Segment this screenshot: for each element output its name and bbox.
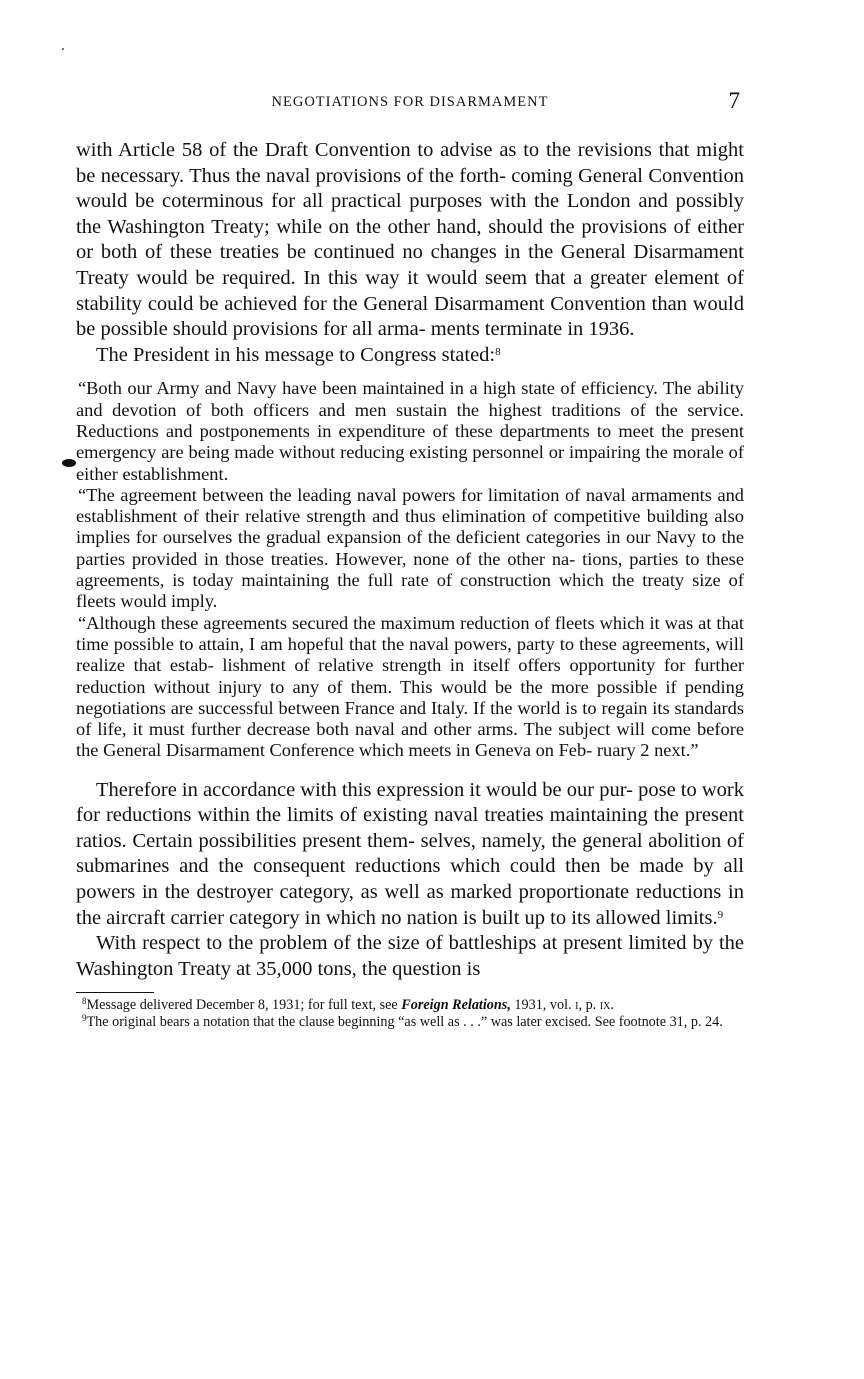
block-quote <box>76 378 744 761</box>
paragraph-president-intro <box>76 343 744 369</box>
footnote-8-text-c: , p. <box>578 997 600 1014</box>
running-head: NEGOTIATIONS FOR DISARMAMENT <box>271 94 549 110</box>
quote-paragraph-2: “The agreement between the leading naval powers for limitation of naval armaments and establishment of their relative strength and thus elimination of competitive building also implies for ourselves the gradual expansion of the deficient categories in our Navy to the parties provided in those treaties. However, none of the other na- tions, parties to these agreements, is today maintaining the full rate of construction which the treaty size of fleets would imply. <box>76 484 744 612</box>
footnote-8-vol: i <box>575 997 579 1014</box>
quote-paragraph-1: “Both our Army and Navy have been maintained in a high state of efficiency. The ability and devotion of both officers and men sustain the highest traditions of the service. Reductions and postponements in expenditure of these departments to meet the present emergency are being made without reducing existing personnel or impairing the morale of either establishment. <box>76 378 744 484</box>
footnote-8-page: ix <box>599 997 611 1014</box>
therefore-text: Therefore in accordance with this expression it would be our pur- pose to work for reductions within the limits of existing naval treaties maintaining the present ratios. Certain possibilities present them- selves, namely, the general abolition of submarines and the consequent reductions which could then be made by all powers in the destroyer category, as well as marked proportionate reductions in the aircraft carrier category in which no nation is built up to its allowed limits. <box>76 778 744 929</box>
footnote-ref-9: 9 <box>717 908 724 921</box>
footnote-8-text-b: 1931, vol. <box>510 997 576 1014</box>
footnote-8-title: Foreign Relations, <box>401 997 511 1014</box>
main-text-top <box>76 138 744 368</box>
intro-text: The President in his message to Congress stated: <box>96 343 496 366</box>
scan-speck <box>62 48 64 50</box>
paragraph-therefore <box>76 778 744 932</box>
paragraph-battleships: With respect to the problem of the size of battleships at present limited by the Washington Treaty at 35,000 tons, the question is <box>76 932 744 980</box>
footnotes <box>76 997 744 1030</box>
footnote-9-marker: 9 <box>82 1012 87 1023</box>
quote-paragraph-3: “Although these agreements secured the maximum reduction of fleets which it was at that time possible to attain, I am hopeful that the naval powers, party to these agreements, will realize that estab- lishment of relative strength in itself offers opportunity for further reduction without injury to any of them. This would be the more possible if pending negotiations are successful between France and Italy. If the world is to regain its standards of life, it must further decrease both naval and other arms. The subject will come before the General Disarmament Conference which meets in Geneva on Feb- ruary 2 next.” <box>76 612 744 761</box>
margin-ink-mark <box>62 459 76 467</box>
footnote-rule <box>76 992 154 993</box>
footnote-9 <box>76 1014 744 1031</box>
paragraph-continuation: with Article 58 of the Draft Convention to advise as to the revisions that might be necessary. Thus the naval provisions of the forth- coming General Convention would be coterminous for all practical purposes with the London and possibly the Washington Treaty; while on the other hand, should the provisions of either or both of these treaties be continued no changes in the General Disarmament Treaty would be required. In this way it would seem that a greater element of stability could be achieved for the General Disarmament Convention than would be possible should provisions for all arma- ments terminate in 1936. <box>76 139 744 341</box>
footnote-8 <box>76 997 744 1014</box>
footnote-8-text-a: Message delivered December 8, 1931; for full text, see <box>86 997 402 1014</box>
page-header <box>76 88 744 118</box>
footnote-ref-8: 8 <box>495 345 501 358</box>
main-text-bottom <box>76 778 744 983</box>
footnote-9-text: The original bears a notation that the clause beginning “as well as . . .” was later excised. See footnote 31, p. 24. <box>86 1013 723 1030</box>
page-number: 7 <box>728 88 740 113</box>
footnote-8-text-d: . <box>610 997 614 1014</box>
page-body <box>76 138 744 1030</box>
footnote-8-marker: 8 <box>82 996 87 1007</box>
